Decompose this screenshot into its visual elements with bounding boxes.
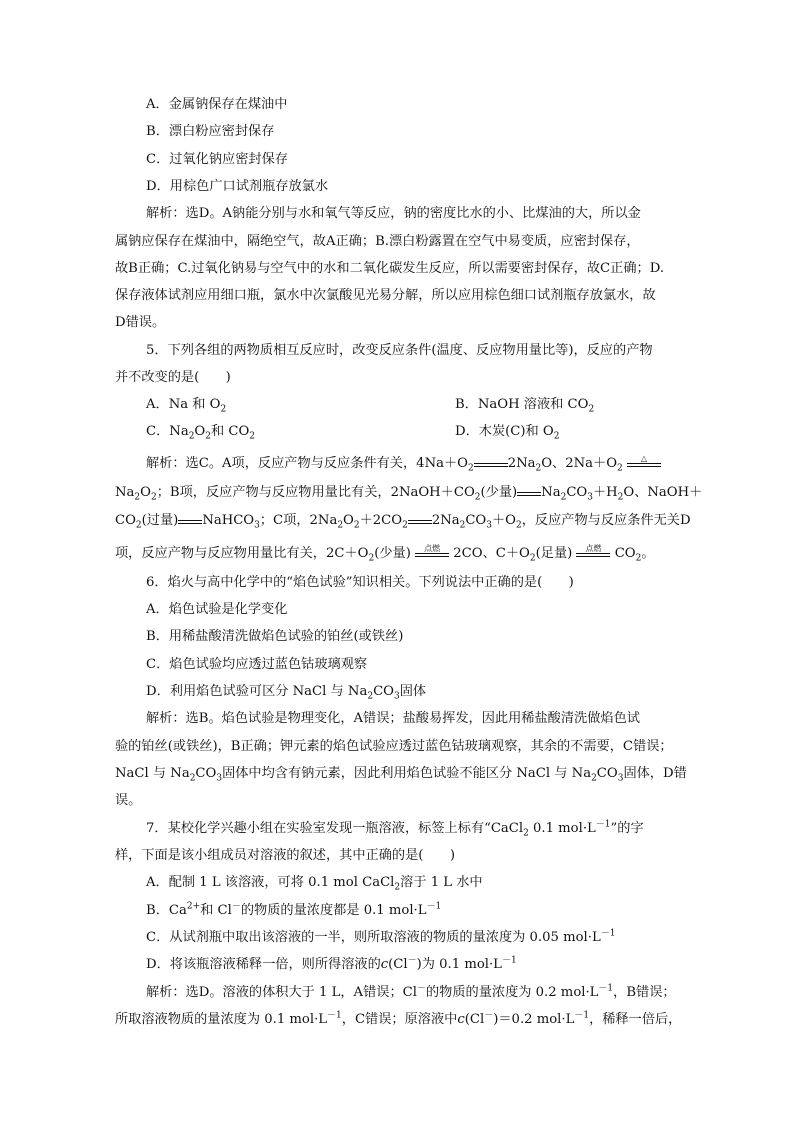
- text: 2Na: [507, 456, 536, 471]
- text: 解析：选D。溶液的体积大于 1 L，A错误；Cl: [146, 985, 417, 1000]
- text: ＋H: [592, 485, 618, 500]
- q6-option-a: A．焰色试验是化学变化: [146, 602, 288, 617]
- subscript: 2: [535, 463, 542, 474]
- subscript: 2: [553, 431, 560, 442]
- subscript: 2: [220, 404, 227, 415]
- text: A．配制 1 L 该溶液，可将 0.1 mol CaCl: [146, 875, 395, 890]
- subscript: 2: [394, 882, 401, 893]
- text: O、2Na＋O: [541, 456, 618, 471]
- q7-option-a: [146, 874, 483, 892]
- text: O: [343, 513, 354, 528]
- subscript: 2: [189, 773, 196, 784]
- text: CO: [195, 766, 217, 781]
- q7-explanation-line: [146, 984, 676, 1002]
- subscript: 2: [353, 520, 360, 531]
- subscript: 2: [474, 492, 481, 503]
- subscript: 2: [560, 492, 567, 503]
- text: 溶于 1 L 水中: [400, 875, 483, 890]
- text: Na: [115, 485, 135, 500]
- text: ”的字: [610, 821, 644, 836]
- subscript: 3: [216, 773, 223, 784]
- text: A．Na 和 O: [146, 397, 221, 412]
- superscript: －1: [574, 1010, 590, 1021]
- q4-explanation-line: D错误。: [115, 315, 166, 330]
- text: 固体: [399, 684, 427, 699]
- subscript: 2: [635, 553, 642, 564]
- equals-sign: [517, 490, 541, 496]
- double-bar: [178, 520, 202, 524]
- q7-option-b: [146, 902, 441, 920]
- q4-explanation-line: 保存液体试剂应用细口瓶，氯水中次氯酸见光易分解，所以应用棕色细口试剂瓶存放氯水，故: [115, 288, 656, 303]
- condition-label: 点燃: [585, 543, 602, 553]
- superscript: －1: [600, 928, 616, 939]
- subscript: 2: [150, 492, 157, 503]
- italic-symbol: c: [457, 1012, 465, 1027]
- subscript: 2: [135, 520, 142, 531]
- double-bar: [408, 520, 432, 524]
- subscript: 2: [402, 520, 408, 531]
- superscript: －1: [426, 901, 442, 912]
- superscript: －: [484, 1010, 494, 1021]
- q7-stem-cont: 样，下面是该小组成员对溶液的叙述，其中正确的是( ): [115, 848, 455, 863]
- subscript: 2: [459, 520, 466, 531]
- text: D．利用焰色试验可区分 NaCl 与 Na: [146, 684, 368, 699]
- text: (Cl: [388, 957, 408, 972]
- text: )为 0.1 mol·L: [416, 957, 502, 972]
- text: Na: [541, 485, 561, 500]
- q6-option-d: [146, 683, 426, 701]
- text: B．NaOH 溶液和 CO: [455, 397, 589, 412]
- subscript: 2: [337, 520, 344, 531]
- equals-sign: [408, 518, 432, 524]
- subscript: 2: [467, 463, 474, 474]
- text: 固体中均含有钠元素，因此利用焰色试验不能区分 NaCl 与 Na: [222, 766, 592, 781]
- superscript: －: [231, 901, 241, 912]
- text: (Cl: [464, 1012, 485, 1027]
- text: 解析：选C。A项，反应产物与反应条件有关，4Na＋O: [146, 456, 468, 471]
- q4-option-c: C．过氧化钠应密封保存: [146, 152, 288, 167]
- q6-explanation-line: 解析：选B。焰色试验是物理变化，A错误；盐酸易挥发，因此用稀盐酸清洗做焰色试: [146, 711, 640, 726]
- text: O: [140, 485, 151, 500]
- text: (过量): [141, 513, 179, 528]
- q4-option-a: A．金属钠保存在煤油中: [146, 97, 288, 112]
- q6-explanation-line: 验的铂丝(或铁丝)，B正确；钾元素的焰色试验应透过蓝色钴玻璃观察，其余的不需要，C错误；: [115, 739, 673, 754]
- text: (足量): [535, 546, 573, 561]
- double-bar: [517, 492, 541, 496]
- q4-explanation-line: 解析：选D。A钠能分别与水和氧气等反应，钠的密度比水的小、比煤油的大，所以金: [146, 206, 641, 221]
- q4-option-d: D．用棕色广口试剂瓶存放氯水: [146, 179, 329, 194]
- subscript: 2: [588, 404, 595, 415]
- q5-option-a: [146, 396, 226, 414]
- text: ＋2CO: [359, 513, 403, 528]
- text: 所取溶液物质的量浓度为 0.1 mol·L: [115, 1012, 328, 1027]
- subscript: 2: [205, 431, 211, 442]
- text: 2CO、C＋O: [453, 546, 530, 561]
- q5-stem-cont: 并不改变的是( ): [115, 370, 231, 385]
- q5-explanation-line: [115, 545, 655, 563]
- subscript: 3: [486, 520, 492, 531]
- q5-stem: 5．下列各组的两物质相互反应时，改变反应条件(温度、反应物用量比等)，反应的产物: [146, 343, 653, 358]
- subscript: 2: [617, 492, 624, 503]
- text: 。: [641, 546, 655, 561]
- superscript: －1: [327, 1010, 342, 1021]
- text: CO: [596, 766, 618, 781]
- q6-explanation-line: 误。: [115, 793, 142, 808]
- subscript: 3: [254, 520, 260, 531]
- subscript: 2: [591, 773, 597, 784]
- subscript: 3: [617, 773, 624, 784]
- subscript: 2: [529, 553, 536, 564]
- ignite-condition-arrow: [576, 543, 610, 557]
- ignite-condition-arrow: [415, 543, 449, 557]
- q7-explanation-line: [115, 1011, 681, 1029]
- text: CO: [566, 485, 588, 500]
- q6-explanation-line: [115, 765, 687, 783]
- condition-label: 点燃: [424, 543, 441, 553]
- text: 和 Cl: [200, 903, 232, 918]
- superscript: －: [407, 955, 417, 966]
- q7-option-d: [146, 956, 517, 974]
- subscript: 2: [249, 431, 255, 442]
- subscript: 2: [368, 553, 375, 564]
- text: CO: [373, 684, 394, 699]
- text: B．Ca: [146, 903, 187, 918]
- text: D．木炭(C)和 O: [455, 424, 554, 439]
- q6-stem: 6．焰火与高中化学中的“焰色试验”知识相关。下列说法中正确的是( ): [146, 575, 574, 590]
- q5-option-d: [455, 423, 559, 441]
- text: 的物质的量浓度都是 0.1 mol·L: [240, 903, 427, 918]
- q5-explanation-line: [115, 512, 691, 530]
- q4-explanation-line: 故B正确；C.过氧化钠易与空气中的水和二氧化碳发生反应，所以需要密封保存，故C正确；D.: [115, 261, 665, 276]
- subscript: 3: [587, 492, 593, 503]
- text: CO: [614, 546, 636, 561]
- superscript: 2+: [186, 901, 201, 912]
- text: CO: [465, 513, 487, 528]
- heat-condition-arrow: [627, 453, 661, 467]
- text: (少量): [374, 546, 411, 561]
- double-bar: [474, 463, 508, 467]
- text: CO: [115, 513, 136, 528]
- text: ，C错误；原溶液中: [341, 1012, 458, 1027]
- text: 的物质的量浓度为 0.2 mol·L: [425, 985, 599, 1000]
- text: ；C项，2Na: [259, 513, 338, 528]
- superscript: －1: [598, 983, 614, 994]
- q7-option-c: [146, 929, 615, 947]
- subscript: 2: [523, 828, 529, 839]
- text: ，B错误；: [613, 985, 676, 1000]
- text: O: [194, 424, 206, 439]
- q5-option-b: [455, 396, 594, 414]
- italic-symbol: c: [380, 957, 389, 972]
- text: 项，反应产物与反应物用量比有关，2C＋O: [115, 546, 369, 561]
- text: NaCl 与 Na: [115, 766, 190, 781]
- q5-explanation-line: [115, 484, 702, 502]
- text: 7．某校化学兴趣小组在实验室发现一瓶溶液，标签上标有“CaCl: [146, 821, 524, 836]
- text: D．将该瓶溶液稀释一倍，则所得溶液的: [146, 957, 381, 972]
- text: (少量): [480, 485, 518, 500]
- q4-option-b: B．漂白粉应密封保存: [146, 124, 275, 139]
- equals-sign: [178, 518, 202, 524]
- text: 0.1 mol·L: [528, 821, 596, 836]
- text: ，反应产物与反应条件无关D: [521, 513, 691, 528]
- q6-option-c: C．焰色试验均应透过蓝色钴玻璃观察: [146, 657, 368, 672]
- equals-sign: [474, 461, 508, 467]
- q6-option-b: B．用稀盐酸清洗做焰色试验的铂丝(或铁丝): [146, 629, 404, 644]
- text: ＋O: [491, 513, 516, 528]
- heat-symbol: △: [640, 453, 648, 463]
- text: ，稀释一倍后，: [589, 1012, 682, 1027]
- superscript: －: [416, 983, 426, 994]
- q5-option-c: [146, 423, 255, 441]
- subscript: 2: [515, 520, 522, 531]
- text: 固体，D错: [623, 766, 687, 781]
- q4-explanation-line: 属钠应保存在煤油中，隔绝空气，故A正确；B.漂白粉露置在空气中易变质，应密封保存，: [115, 234, 640, 249]
- superscript: －1: [595, 819, 611, 830]
- subscript: 2: [134, 492, 141, 503]
- subscript: 2: [367, 691, 374, 702]
- text: NaHCO: [202, 513, 255, 528]
- subscript: 2: [617, 463, 623, 474]
- subscript: 2: [188, 431, 195, 442]
- text: 2Na: [431, 513, 460, 528]
- text: C．从试剂瓶中取出该溶液的一半，则所取溶液的物质的量浓度为 0.05 mol·L: [146, 930, 601, 945]
- text: ；B项，反应产物与反应物用量比有关，2NaOH＋CO: [156, 485, 475, 500]
- q5-explanation-line: [146, 455, 661, 473]
- text: O、NaOH＋: [623, 485, 703, 500]
- q7-stem: [146, 820, 644, 838]
- text: 和 CO: [210, 424, 250, 439]
- text: C．Na: [146, 424, 189, 439]
- text: )＝0.2 mol·L: [493, 1012, 575, 1027]
- subscript: 3: [393, 691, 400, 702]
- superscript: －1: [501, 955, 517, 966]
